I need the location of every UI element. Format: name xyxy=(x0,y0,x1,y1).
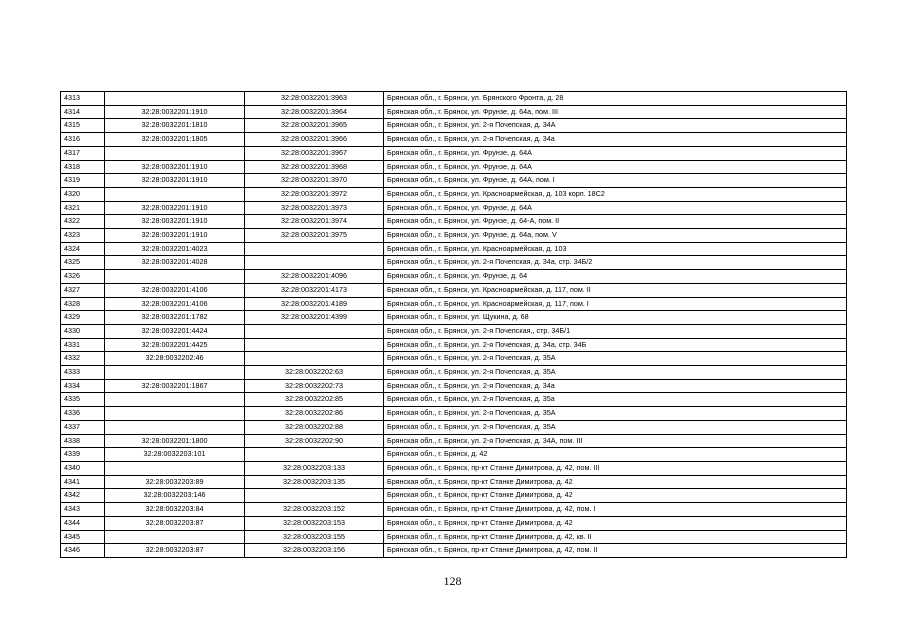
row-number-cell: 4319 xyxy=(61,174,105,188)
cadastral-number-b-cell: 32:28:0032201:4189 xyxy=(245,297,384,311)
registry-table xyxy=(60,91,847,558)
address-cell: Брянская обл., г. Брянск, пр-кт Станке Димитрова, д. 42 xyxy=(384,489,847,503)
table-row xyxy=(61,201,847,215)
table-row xyxy=(61,160,847,174)
cadastral-number-b-cell xyxy=(245,448,384,462)
row-number-cell: 4320 xyxy=(61,187,105,201)
cadastral-number-b-cell: 32:28:0032201:3965 xyxy=(245,119,384,133)
row-number-cell: 4313 xyxy=(61,92,105,106)
row-number-cell: 4339 xyxy=(61,448,105,462)
address-cell: Брянская обл., г. Брянск, ул. 2-я Почепская, д. 35А xyxy=(384,366,847,380)
table-row xyxy=(61,407,847,421)
cadastral-number-a-cell: 32:28:0032201:1810 xyxy=(105,119,245,133)
address-cell: Брянская обл., г. Брянск, ул. Фрунзе, д. 64 xyxy=(384,270,847,284)
cadastral-number-b-cell: 32:28:0032202:88 xyxy=(245,420,384,434)
address-cell: Брянская обл., г. Брянск, ул. 2-я Почепская, д. 34А xyxy=(384,119,847,133)
address-cell: Брянская обл., г. Брянск, ул. 2-я Почепская, д. 34А, пом. III xyxy=(384,434,847,448)
row-number-cell: 4346 xyxy=(61,544,105,558)
table-row xyxy=(61,393,847,407)
address-cell: Брянская обл., г. Брянск, ул. 2-я Почепская, д. 35А xyxy=(384,420,847,434)
address-cell: Брянская обл., г. Брянск, ул. Фрунзе, д. 64А xyxy=(384,160,847,174)
address-cell: Брянская обл., г. Брянск, ул. 2-я Почепская, д. 34а xyxy=(384,379,847,393)
address-cell: Брянская обл., г. Брянск, ул. 2-я Почепская, д. 34а, стр. 34Б/2 xyxy=(384,256,847,270)
row-number-cell: 4334 xyxy=(61,379,105,393)
cadastral-number-a-cell: 32:28:0032203:89 xyxy=(105,475,245,489)
table-row xyxy=(61,544,847,558)
table-row xyxy=(61,105,847,119)
table-row xyxy=(61,92,847,106)
address-cell: Брянская обл., г. Брянск, ул. 2-я Почепская, д. 34а, стр. 34Б xyxy=(384,338,847,352)
table-row xyxy=(61,187,847,201)
address-cell: Брянская обл., г. Брянск, ул. 2-я Почепская, д. 35а xyxy=(384,393,847,407)
table-row xyxy=(61,242,847,256)
row-number-cell: 4336 xyxy=(61,407,105,421)
cadastral-number-a-cell xyxy=(105,407,245,421)
row-number-cell: 4345 xyxy=(61,530,105,544)
cadastral-number-b-cell: 32:28:0032202:63 xyxy=(245,366,384,380)
address-cell: Брянская обл., г. Брянск, ул. Брянского Фронта, д. 28 xyxy=(384,92,847,106)
row-number-cell: 4342 xyxy=(61,489,105,503)
row-number-cell: 4344 xyxy=(61,516,105,530)
table-row xyxy=(61,270,847,284)
row-number-cell: 4335 xyxy=(61,393,105,407)
table-row xyxy=(61,448,847,462)
cadastral-number-b-cell: 32:28:0032202:85 xyxy=(245,393,384,407)
row-number-cell: 4338 xyxy=(61,434,105,448)
cadastral-number-b-cell: 32:28:0032202:86 xyxy=(245,407,384,421)
address-cell: Брянская обл., г. Брянск, ул. 2-я Почепская,, стр. 34Б/1 xyxy=(384,324,847,338)
row-number-cell: 4330 xyxy=(61,324,105,338)
cadastral-number-b-cell: 32:28:0032201:4399 xyxy=(245,311,384,325)
address-cell: Брянская обл., г. Брянск, ул. Фрунзе, д. 64А xyxy=(384,201,847,215)
cadastral-number-a-cell xyxy=(105,270,245,284)
row-number-cell: 4343 xyxy=(61,503,105,517)
cadastral-number-a-cell xyxy=(105,366,245,380)
address-cell: Брянская обл., г. Брянск, пр-кт Станке Димитрова, д. 42 xyxy=(384,516,847,530)
table-row xyxy=(61,174,847,188)
row-number-cell: 4333 xyxy=(61,366,105,380)
table-row xyxy=(61,475,847,489)
address-cell: Брянская обл., г. Брянск, д. 42 xyxy=(384,448,847,462)
cadastral-number-a-cell: 32:28:0032201:4028 xyxy=(105,256,245,270)
cadastral-number-a-cell: 32:28:0032201:1910 xyxy=(105,105,245,119)
cadastral-number-a-cell: 32:28:0032203:146 xyxy=(105,489,245,503)
address-cell: Брянская обл., г. Брянск, ул. Фрунзе, д. 64а, пом. V xyxy=(384,229,847,243)
cadastral-number-b-cell: 32:28:0032203:155 xyxy=(245,530,384,544)
row-number-cell: 4322 xyxy=(61,215,105,229)
cadastral-number-b-cell: 32:28:0032201:3964 xyxy=(245,105,384,119)
cadastral-number-b-cell: 32:28:0032201:3968 xyxy=(245,160,384,174)
cadastral-number-b-cell: 32:28:0032201:3972 xyxy=(245,187,384,201)
cadastral-number-a-cell: 32:28:0032201:4424 xyxy=(105,324,245,338)
cadastral-number-a-cell: 32:28:0032201:1800 xyxy=(105,434,245,448)
row-number-cell: 4318 xyxy=(61,160,105,174)
row-number-cell: 4314 xyxy=(61,105,105,119)
table-row xyxy=(61,283,847,297)
cadastral-number-a-cell: 32:28:0032203:84 xyxy=(105,503,245,517)
row-number-cell: 4341 xyxy=(61,475,105,489)
table-row xyxy=(61,352,847,366)
address-cell: Брянская обл., г. Брянск, ул. Фрунзе, д. 64а, пом. III xyxy=(384,105,847,119)
row-number-cell: 4324 xyxy=(61,242,105,256)
cadastral-number-a-cell: 32:28:0032201:4106 xyxy=(105,297,245,311)
cadastral-number-b-cell xyxy=(245,352,384,366)
table-row xyxy=(61,146,847,160)
address-cell: Брянская обл., г. Брянск, ул. Красноармейская, д. 117, пом. I xyxy=(384,297,847,311)
table-row xyxy=(61,530,847,544)
cadastral-number-b-cell: 32:28:0032201:4096 xyxy=(245,270,384,284)
address-cell: Брянская обл., г. Брянск, пр-кт Станке Димитрова, д. 42, пом. III xyxy=(384,461,847,475)
cadastral-number-a-cell: 32:28:0032203:87 xyxy=(105,544,245,558)
table-row xyxy=(61,489,847,503)
table-row xyxy=(61,434,847,448)
table-row xyxy=(61,311,847,325)
cadastral-number-a-cell: 32:28:0032201:1910 xyxy=(105,201,245,215)
cadastral-number-b-cell: 32:28:0032202:73 xyxy=(245,379,384,393)
cadastral-number-b-cell: 32:28:0032201:3974 xyxy=(245,215,384,229)
cadastral-number-a-cell: 32:28:0032201:1805 xyxy=(105,133,245,147)
address-cell: Брянская обл., г. Брянск, ул. 2-я Почепская, д. 34а xyxy=(384,133,847,147)
cadastral-number-a-cell xyxy=(105,420,245,434)
table-row xyxy=(61,461,847,475)
row-number-cell: 4323 xyxy=(61,229,105,243)
row-number-cell: 4325 xyxy=(61,256,105,270)
cadastral-number-a-cell: 32:28:0032202:46 xyxy=(105,352,245,366)
cadastral-number-b-cell xyxy=(245,338,384,352)
address-cell: Брянская обл., г. Брянск, ул. Фрунзе, д. 64-А, пом. II xyxy=(384,215,847,229)
cadastral-number-a-cell: 32:28:0032201:1910 xyxy=(105,174,245,188)
address-cell: Брянская обл., г. Брянск, пр-кт Станке Димитрова, д. 42, пом. I xyxy=(384,503,847,517)
row-number-cell: 4328 xyxy=(61,297,105,311)
table-row xyxy=(61,379,847,393)
cadastral-number-b-cell: 32:28:0032203:133 xyxy=(245,461,384,475)
address-cell: Брянская обл., г. Брянск, ул. Фрунзе, д. 64А, пом. I xyxy=(384,174,847,188)
cadastral-number-b-cell: 32:28:0032201:3966 xyxy=(245,133,384,147)
address-cell: Брянская обл., г. Брянск, ул. Красноармейская, д. 103 корп. 18С2 xyxy=(384,187,847,201)
table-row xyxy=(61,366,847,380)
row-number-cell: 4321 xyxy=(61,201,105,215)
address-cell: Брянская обл., г. Брянск, ул. Щукина, д. 68 xyxy=(384,311,847,325)
cadastral-number-a-cell: 32:28:0032203:101 xyxy=(105,448,245,462)
cadastral-number-a-cell: 32:28:0032201:1782 xyxy=(105,311,245,325)
address-cell: Брянская обл., г. Брянск, ул. Красноармейская, д. 103 xyxy=(384,242,847,256)
address-cell: Брянская обл., г. Брянск, ул. Красноармейская, д. 117, пом. II xyxy=(384,283,847,297)
table-row xyxy=(61,516,847,530)
row-number-cell: 4337 xyxy=(61,420,105,434)
page-number: 128 xyxy=(443,574,462,588)
address-cell: Брянская обл., г. Брянск, ул. 2-я Почепская, д. 35А xyxy=(384,352,847,366)
table-row xyxy=(61,338,847,352)
cadastral-number-b-cell xyxy=(245,489,384,503)
cadastral-number-a-cell xyxy=(105,393,245,407)
row-number-cell: 4331 xyxy=(61,338,105,352)
table-row xyxy=(61,420,847,434)
address-cell: Брянская обл., г. Брянск, пр-кт Станке Димитрова, д. 42 xyxy=(384,475,847,489)
cadastral-number-a-cell: 32:28:0032201:4023 xyxy=(105,242,245,256)
cadastral-number-b-cell xyxy=(245,242,384,256)
cadastral-number-a-cell: 32:28:0032201:1910 xyxy=(105,229,245,243)
cadastral-number-b-cell: 32:28:0032201:3970 xyxy=(245,174,384,188)
cadastral-number-a-cell: 32:28:0032201:4425 xyxy=(105,338,245,352)
cadastral-number-b-cell: 32:28:0032201:3973 xyxy=(245,201,384,215)
table-row xyxy=(61,297,847,311)
table-row xyxy=(61,215,847,229)
address-cell: Брянская обл., г. Брянск, пр-кт Станке Димитрова, д. 42, пом. II xyxy=(384,544,847,558)
cadastral-number-b-cell xyxy=(245,324,384,338)
cadastral-number-b-cell: 32:28:0032201:3967 xyxy=(245,146,384,160)
registry-table-body xyxy=(61,92,847,558)
table-row xyxy=(61,229,847,243)
cadastral-number-a-cell: 32:28:0032201:1910 xyxy=(105,160,245,174)
cadastral-number-b-cell: 32:28:0032203:135 xyxy=(245,475,384,489)
row-number-cell: 4315 xyxy=(61,119,105,133)
table-row xyxy=(61,256,847,270)
row-number-cell: 4316 xyxy=(61,133,105,147)
address-cell: Брянская обл., г. Брянск, ул. 2-я Почепская, д. 35А xyxy=(384,407,847,421)
row-number-cell: 4317 xyxy=(61,146,105,160)
row-number-cell: 4326 xyxy=(61,270,105,284)
cadastral-number-b-cell: 32:28:0032201:4173 xyxy=(245,283,384,297)
cadastral-number-a-cell: 32:28:0032203:87 xyxy=(105,516,245,530)
cadastral-number-a-cell xyxy=(105,146,245,160)
row-number-cell: 4340 xyxy=(61,461,105,475)
cadastral-number-a-cell xyxy=(105,92,245,106)
cadastral-number-a-cell: 32:28:0032201:1867 xyxy=(105,379,245,393)
cadastral-number-b-cell: 32:28:0032203:152 xyxy=(245,503,384,517)
cadastral-number-b-cell: 32:28:0032202:90 xyxy=(245,434,384,448)
row-number-cell: 4327 xyxy=(61,283,105,297)
table-row xyxy=(61,119,847,133)
row-number-cell: 4332 xyxy=(61,352,105,366)
table-row xyxy=(61,133,847,147)
cadastral-number-a-cell: 32:28:0032201:4106 xyxy=(105,283,245,297)
address-cell: Брянская обл., г. Брянск, ул. Фрунзе, д. 64А xyxy=(384,146,847,160)
cadastral-number-a-cell xyxy=(105,187,245,201)
cadastral-number-b-cell xyxy=(245,256,384,270)
table-row xyxy=(61,503,847,517)
address-cell: Брянская обл., г. Брянск, пр-кт Станке Димитрова, д. 42, кв. II xyxy=(384,530,847,544)
cadastral-number-a-cell: 32:28:0032201:1910 xyxy=(105,215,245,229)
cadastral-number-a-cell xyxy=(105,461,245,475)
cadastral-number-a-cell xyxy=(105,530,245,544)
cadastral-number-b-cell: 32:28:0032201:3975 xyxy=(245,229,384,243)
cadastral-number-b-cell: 32:28:0032203:156 xyxy=(245,544,384,558)
row-number-cell: 4329 xyxy=(61,311,105,325)
table-row xyxy=(61,324,847,338)
cadastral-number-b-cell: 32:28:0032203:153 xyxy=(245,516,384,530)
cadastral-number-b-cell: 32:28:0032201:3963 xyxy=(245,92,384,106)
